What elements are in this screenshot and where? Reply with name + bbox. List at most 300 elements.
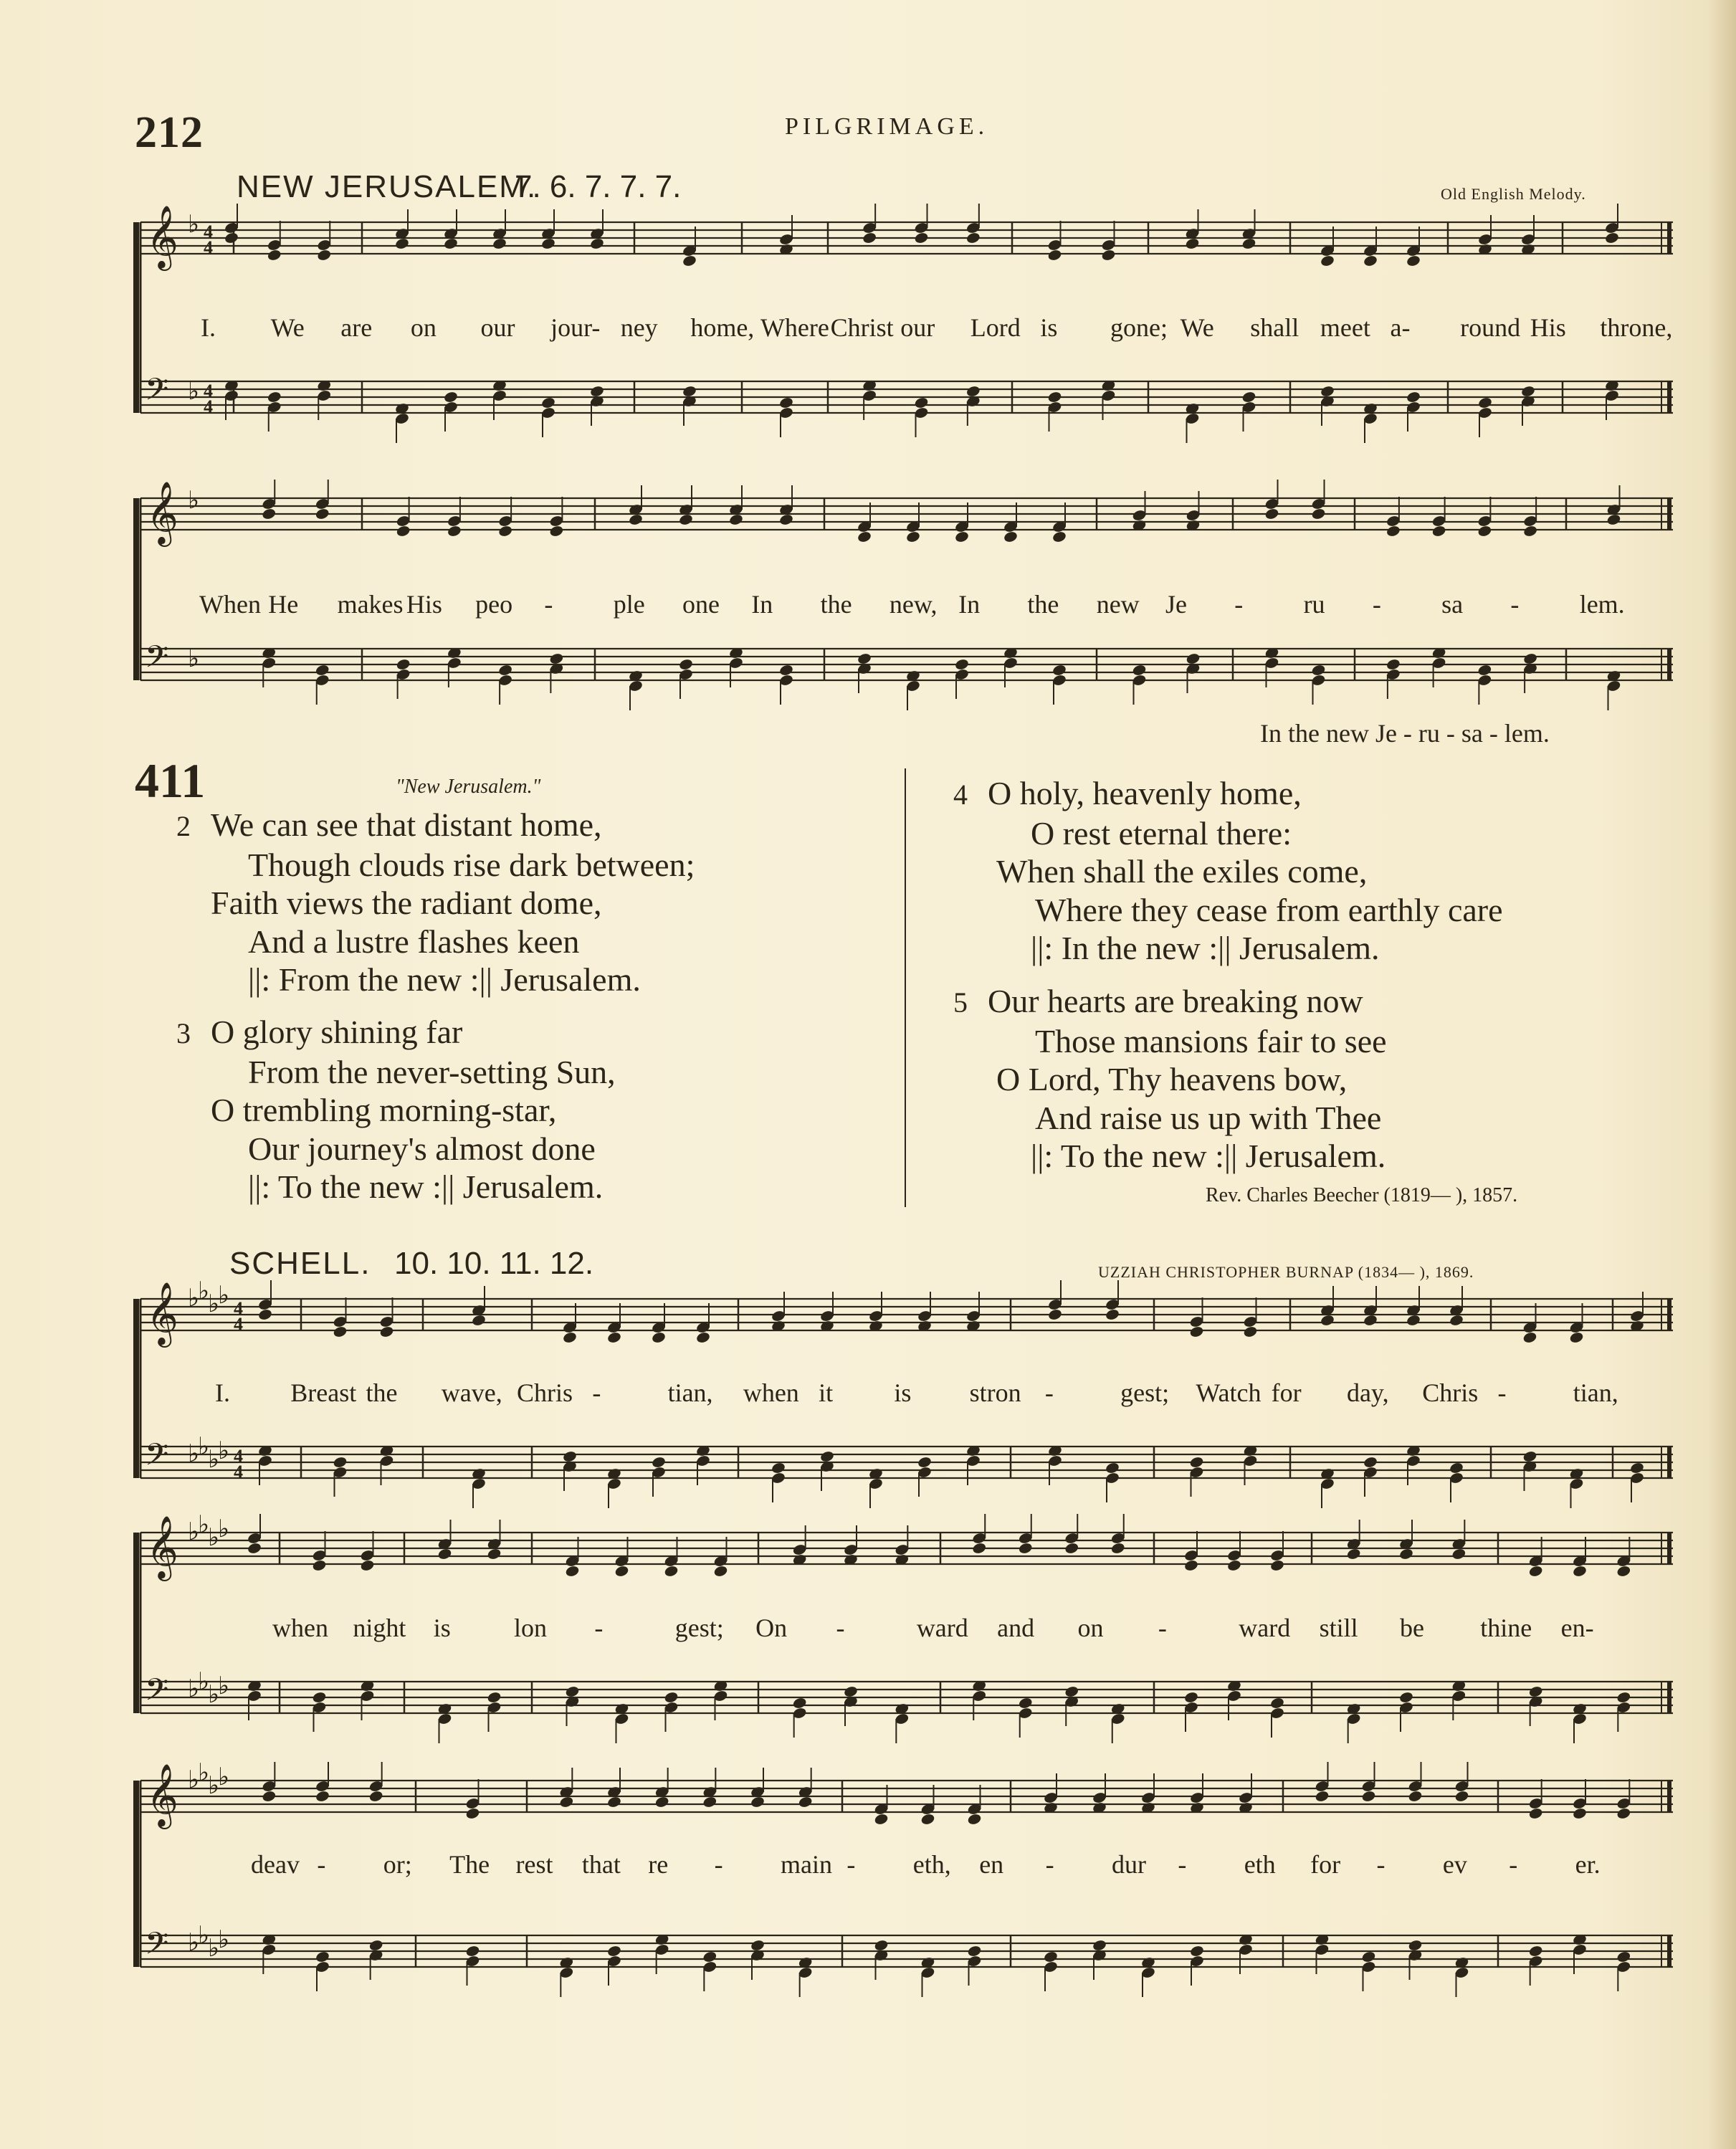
lyric-syllable: We bbox=[1180, 313, 1214, 342]
final-barline bbox=[1667, 1935, 1671, 1967]
note-head bbox=[750, 1939, 765, 1952]
note-head bbox=[1183, 1559, 1198, 1572]
note-head bbox=[1315, 1790, 1330, 1803]
flat-icon: ♭ bbox=[218, 1925, 230, 1954]
lyric-syllable: Christ bbox=[830, 313, 894, 342]
note-head bbox=[682, 254, 697, 267]
lyric-syllable: - bbox=[317, 1850, 326, 1879]
note-head bbox=[654, 1796, 669, 1809]
note-head bbox=[565, 1565, 580, 1578]
note-head bbox=[1018, 1697, 1033, 1710]
note-head bbox=[1047, 249, 1062, 262]
bass-clef-icon: 𝄢 bbox=[145, 1926, 169, 1969]
flat-icon: ♭ bbox=[198, 1277, 210, 1305]
treble-clef-icon: 𝄞 bbox=[146, 1763, 178, 1826]
flat-icon: ♭ bbox=[208, 1934, 220, 1963]
note-head bbox=[792, 1697, 807, 1710]
stanza-line: And a lustre flashes keen bbox=[248, 923, 580, 960]
note-head bbox=[1269, 1697, 1284, 1710]
stanza-line: ||: To the new :|| Jerusalem. bbox=[1031, 1138, 1386, 1174]
note-head bbox=[1361, 1950, 1376, 1963]
note-head bbox=[1522, 1450, 1537, 1463]
final-barline bbox=[1667, 1781, 1671, 1812]
lyric-syllable: - bbox=[1497, 1378, 1507, 1407]
note-head bbox=[713, 1565, 728, 1578]
lyric-syllable: round bbox=[1460, 313, 1521, 342]
lyric-syllable: His bbox=[406, 590, 442, 619]
stanza-line: Our hearts are breaking now bbox=[988, 983, 1363, 1019]
note-head bbox=[1386, 525, 1401, 538]
lyric-syllable: or; bbox=[383, 1850, 412, 1879]
lyric-syllable: is bbox=[1040, 313, 1058, 342]
note-head bbox=[750, 1796, 765, 1809]
note-head bbox=[1616, 1950, 1631, 1963]
note-head bbox=[1243, 1325, 1258, 1338]
flat-icon: ♭ bbox=[188, 486, 200, 515]
treble-clef-icon: 𝄞 bbox=[146, 204, 178, 268]
note-head bbox=[262, 508, 277, 520]
note-head bbox=[1522, 652, 1537, 665]
time-signature-top: 4 bbox=[204, 381, 213, 401]
note-head bbox=[1003, 530, 1018, 543]
note-head bbox=[497, 525, 512, 538]
note-head bbox=[914, 232, 929, 244]
note-head bbox=[1451, 1548, 1466, 1560]
lyric-syllable: meet bbox=[1320, 313, 1370, 342]
lyric-syllable: and bbox=[997, 1614, 1035, 1642]
note-head bbox=[549, 525, 564, 538]
lyric-syllable: - bbox=[1509, 1850, 1518, 1879]
stanza-number: 5 bbox=[953, 986, 968, 1019]
system-bracket bbox=[133, 1781, 139, 1967]
lyric-syllable: ru bbox=[1303, 590, 1325, 619]
hymn1-tune-name: NEW JERUSALEM. bbox=[237, 169, 538, 204]
bass-clef-icon: 𝄢 bbox=[145, 372, 169, 415]
stanza-3 bbox=[176, 1013, 616, 1206]
lyric-syllable: - bbox=[1510, 590, 1520, 619]
lyric-syllable: one bbox=[682, 590, 720, 619]
note-head bbox=[702, 1950, 717, 1963]
note-head bbox=[1189, 1456, 1204, 1469]
lyric-syllable: main bbox=[781, 1850, 833, 1879]
lyric-syllable: new, bbox=[889, 590, 938, 619]
note-head bbox=[262, 1790, 277, 1803]
lyric-syllable: - bbox=[1372, 590, 1381, 619]
note-head bbox=[497, 664, 512, 677]
note-head bbox=[857, 652, 872, 665]
treble-clef-icon: 𝄞 bbox=[146, 1515, 178, 1578]
flat-icon: ♭ bbox=[208, 1290, 220, 1318]
lyric-syllable: is bbox=[433, 1614, 451, 1642]
lyric-syllable: jour- bbox=[550, 313, 601, 342]
note-head bbox=[905, 530, 920, 543]
lyric-syllable: In bbox=[751, 590, 773, 619]
lyric-syllable: lon bbox=[514, 1614, 548, 1642]
note-head bbox=[664, 1691, 679, 1704]
lyric-syllable: our bbox=[480, 313, 515, 342]
note-head bbox=[589, 385, 604, 398]
note-head bbox=[862, 232, 877, 244]
lyric-syllable: shall bbox=[1250, 313, 1299, 342]
flat-icon: ♭ bbox=[188, 1439, 200, 1468]
note-head bbox=[396, 658, 411, 671]
flat-icon: ♭ bbox=[218, 1763, 230, 1791]
column-divider bbox=[905, 768, 906, 1207]
lyric-syllable: The bbox=[449, 1850, 490, 1879]
note-head bbox=[1572, 1807, 1587, 1820]
note-head bbox=[1132, 664, 1147, 677]
flat-icon: ♭ bbox=[198, 1758, 210, 1787]
final-barline bbox=[1667, 1682, 1671, 1713]
flat-icon: ♭ bbox=[198, 1921, 210, 1950]
lyric-syllable: ev bbox=[1442, 1850, 1467, 1879]
flat-icon: ♭ bbox=[218, 1436, 230, 1465]
lyric-syllable: His bbox=[1530, 313, 1566, 342]
note-head bbox=[1320, 385, 1335, 398]
note-head bbox=[562, 1331, 577, 1344]
note-head bbox=[443, 391, 458, 404]
note-head bbox=[917, 1456, 932, 1469]
lyric-syllable: that bbox=[581, 1850, 621, 1879]
final-barline bbox=[1667, 1533, 1671, 1564]
note-head bbox=[1226, 1559, 1241, 1572]
system-bracket bbox=[133, 498, 139, 680]
note-head bbox=[1431, 525, 1446, 538]
note-head bbox=[1408, 1939, 1423, 1952]
lyric-syllable: for bbox=[1310, 1850, 1341, 1879]
time-signature-bottom: 4 bbox=[234, 1314, 243, 1335]
note-head bbox=[965, 385, 981, 398]
stanza-number: 4 bbox=[953, 778, 968, 811]
note-head bbox=[317, 249, 332, 262]
note-head bbox=[465, 1807, 480, 1820]
note-head bbox=[224, 232, 239, 244]
note-head bbox=[702, 1796, 717, 1809]
note-head bbox=[1528, 1807, 1543, 1820]
hymn-number: 411 bbox=[135, 753, 206, 808]
lyric-syllable: - bbox=[1376, 1850, 1386, 1879]
note-head bbox=[1406, 254, 1421, 267]
note-head bbox=[1320, 254, 1335, 267]
note-head bbox=[1185, 237, 1200, 250]
note-head bbox=[1616, 1691, 1631, 1704]
note-head bbox=[1018, 1542, 1033, 1555]
hymn1-bass-lyric: In the new Je - ru - sa - lem. bbox=[1260, 719, 1550, 748]
note-head bbox=[1043, 1950, 1058, 1963]
lyric-syllable: - bbox=[592, 1378, 601, 1407]
flat-icon: ♭ bbox=[198, 1667, 210, 1696]
lyric-syllable: day, bbox=[1346, 1378, 1389, 1407]
hymn-author: Rev. Charles Beecher (1819— ), 1857. bbox=[1206, 1184, 1518, 1206]
note-head bbox=[664, 1565, 679, 1578]
lyric-syllable: gone; bbox=[1110, 313, 1168, 342]
lyric-syllable: - bbox=[1045, 1850, 1054, 1879]
note-head bbox=[678, 513, 693, 526]
note-head bbox=[247, 1542, 262, 1555]
note-head bbox=[267, 391, 282, 404]
final-barline bbox=[1667, 498, 1671, 530]
lyric-syllable: en- bbox=[1560, 1614, 1594, 1642]
flat-icon: ♭ bbox=[218, 1515, 230, 1543]
flat-icon: ♭ bbox=[208, 1445, 220, 1474]
lyric-syllable: a- bbox=[1390, 313, 1411, 342]
note-head bbox=[465, 1945, 480, 1958]
note-head bbox=[1522, 1331, 1537, 1344]
lyric-syllable: gest; bbox=[674, 1614, 724, 1642]
hymn2-meter: 10. 10. 11. 12. bbox=[394, 1246, 594, 1281]
lyric-syllable: ney bbox=[620, 313, 658, 342]
note-head bbox=[1528, 1565, 1543, 1578]
stanza-line: O trembling morning-star, bbox=[211, 1092, 557, 1128]
lyric-syllable: re bbox=[648, 1850, 669, 1879]
lyric-syllable: - bbox=[594, 1614, 604, 1642]
hymn2-tune-name: SCHELL. bbox=[229, 1246, 371, 1281]
note-head bbox=[967, 1945, 982, 1958]
note-head bbox=[1629, 1462, 1644, 1474]
bass-clef-icon: 𝄢 bbox=[145, 1437, 169, 1480]
final-barline bbox=[1667, 1447, 1671, 1478]
lyric-syllable: home, bbox=[690, 313, 755, 342]
note-head bbox=[368, 1790, 383, 1803]
note-head bbox=[651, 1456, 666, 1469]
note-head bbox=[1241, 237, 1256, 250]
note-head bbox=[1604, 232, 1619, 244]
note-head bbox=[1361, 1790, 1376, 1803]
note-head bbox=[1616, 1565, 1631, 1578]
note-head bbox=[606, 1331, 621, 1344]
lyric-syllable: gest; bbox=[1120, 1378, 1170, 1407]
note-head bbox=[1092, 1939, 1107, 1952]
stanza-number: 2 bbox=[176, 810, 191, 842]
note-head bbox=[1406, 391, 1421, 404]
note-head bbox=[972, 1542, 987, 1555]
note-head bbox=[1606, 513, 1621, 526]
note-head bbox=[360, 1559, 375, 1572]
note-head bbox=[728, 513, 743, 526]
lyric-syllable: Watch bbox=[1196, 1378, 1262, 1407]
note-head bbox=[487, 1691, 502, 1704]
flat-icon: ♭ bbox=[208, 1523, 220, 1552]
note-head bbox=[1406, 1314, 1421, 1327]
note-head bbox=[394, 237, 409, 250]
lyric-syllable: for bbox=[1271, 1378, 1302, 1407]
system-bracket bbox=[133, 1533, 139, 1713]
lyric-syllable: throne, bbox=[1600, 313, 1673, 342]
stanza-line: Those mansions fair to see bbox=[1035, 1022, 1387, 1059]
note-head bbox=[695, 1331, 710, 1344]
lyric-syllable: On bbox=[755, 1614, 788, 1642]
stanza-line: From the never-setting Sun, bbox=[248, 1053, 616, 1090]
lyric-syllable: ward bbox=[1239, 1614, 1291, 1642]
note-head bbox=[1189, 1945, 1204, 1958]
note-head bbox=[492, 237, 507, 250]
flat-icon: ♭ bbox=[198, 1510, 210, 1539]
note-head bbox=[614, 1565, 629, 1578]
lyric-syllable: dur bbox=[1111, 1850, 1146, 1879]
note-head bbox=[1047, 1308, 1062, 1321]
lyric-syllable: Chris bbox=[1422, 1378, 1479, 1407]
lyric-syllable: We bbox=[270, 313, 305, 342]
note-head bbox=[857, 530, 872, 543]
note-head bbox=[1449, 1314, 1464, 1327]
hymn1-meter: 7. 6. 7. 7. 7. bbox=[515, 169, 682, 204]
stanza-line: O holy, heavenly home, bbox=[988, 775, 1302, 811]
lyric-syllable: Je bbox=[1165, 590, 1187, 619]
note-head bbox=[1101, 249, 1116, 262]
lyric-syllable: - bbox=[1234, 590, 1244, 619]
note-head bbox=[1477, 664, 1492, 677]
note-head bbox=[487, 1548, 502, 1560]
stanza-line: And raise us up with Thee bbox=[1035, 1099, 1382, 1136]
lyric-syllable: on bbox=[1077, 1614, 1104, 1642]
note-head bbox=[1183, 1691, 1198, 1704]
lyric-syllable: tian, bbox=[667, 1378, 713, 1407]
time-signature-bottom: 4 bbox=[234, 1462, 243, 1482]
note-head bbox=[1363, 1314, 1378, 1327]
note-head bbox=[606, 1796, 621, 1809]
lyric-syllable: - bbox=[1178, 1850, 1187, 1879]
lyric-syllable: when bbox=[743, 1378, 799, 1407]
flat-icon: ♭ bbox=[218, 1281, 230, 1310]
stanza-line: Our journey's almost done bbox=[248, 1130, 596, 1167]
note-head bbox=[1110, 1542, 1125, 1555]
final-barline bbox=[1667, 381, 1671, 413]
note-head bbox=[965, 232, 981, 244]
flat-icon: ♭ bbox=[188, 1766, 200, 1794]
note-head bbox=[540, 237, 555, 250]
lyric-syllable: makes bbox=[337, 590, 404, 619]
time-signature-bottom: 4 bbox=[204, 396, 213, 417]
flat-icon: ♭ bbox=[188, 1284, 200, 1312]
time-signature-bottom: 4 bbox=[204, 237, 213, 258]
lyric-syllable: wave, bbox=[441, 1378, 502, 1407]
note-head bbox=[771, 1462, 786, 1474]
flat-icon: ♭ bbox=[188, 644, 200, 673]
note-head bbox=[1047, 391, 1062, 404]
note-head bbox=[559, 1796, 574, 1809]
flat-icon: ♭ bbox=[188, 1674, 200, 1703]
lyric-syllable: our bbox=[900, 313, 935, 342]
note-head bbox=[315, 508, 330, 520]
page-number: 212 bbox=[135, 108, 204, 157]
lyric-syllable: He bbox=[268, 590, 299, 619]
flat-icon: ♭ bbox=[198, 1432, 210, 1461]
note-head bbox=[1398, 1691, 1413, 1704]
note-head bbox=[379, 1325, 394, 1338]
lyric-syllable: lem. bbox=[1579, 590, 1625, 619]
lyric-syllable: rest bbox=[515, 1850, 553, 1879]
lyric-syllable: peo bbox=[475, 590, 513, 619]
lyric-syllable: is bbox=[894, 1378, 912, 1407]
note-head bbox=[1522, 525, 1537, 538]
note-head bbox=[1186, 652, 1201, 665]
note-head bbox=[954, 658, 969, 671]
note-head bbox=[443, 237, 458, 250]
note-head bbox=[1311, 508, 1326, 520]
note-head bbox=[1189, 1325, 1204, 1338]
stanza-line: Though clouds rise dark between; bbox=[248, 846, 695, 883]
note-head bbox=[437, 1548, 452, 1560]
lyric-syllable: when bbox=[272, 1614, 328, 1642]
note-head bbox=[967, 1813, 982, 1826]
lyric-syllable: night bbox=[353, 1614, 406, 1642]
stanza-2 bbox=[176, 806, 695, 999]
note-head bbox=[954, 530, 969, 543]
note-head bbox=[1311, 664, 1326, 677]
stanza-line: When shall the exiles come, bbox=[996, 853, 1368, 890]
stanza-line: O glory shining far bbox=[211, 1014, 463, 1050]
lyric-syllable: are bbox=[340, 313, 373, 342]
running-header: PILGRIMAGE. bbox=[785, 113, 989, 140]
note-head bbox=[562, 1450, 577, 1463]
time-signature-top: 4 bbox=[234, 1298, 243, 1319]
note-head bbox=[447, 525, 462, 538]
note-head bbox=[1520, 385, 1535, 398]
note-head bbox=[312, 1691, 327, 1704]
note-head bbox=[914, 396, 929, 409]
note-head bbox=[1051, 664, 1067, 677]
system-bracket bbox=[133, 1299, 139, 1478]
lyric-syllable: - bbox=[836, 1614, 845, 1642]
note-head bbox=[1477, 396, 1492, 409]
note-head bbox=[874, 1813, 889, 1826]
note-head bbox=[549, 652, 564, 665]
flat-icon: ♭ bbox=[218, 1672, 230, 1700]
note-head bbox=[778, 664, 793, 677]
flat-icon: ♭ bbox=[208, 1771, 220, 1800]
note-head bbox=[682, 385, 697, 398]
flat-icon: ♭ bbox=[188, 1517, 200, 1546]
lyric-syllable: When bbox=[199, 590, 261, 619]
note-head bbox=[368, 1939, 383, 1952]
note-head bbox=[1449, 1462, 1464, 1474]
lyric-syllable: still bbox=[1319, 1614, 1358, 1642]
lyric-syllable: Breast bbox=[290, 1378, 357, 1407]
lyric-syllable: I. bbox=[201, 313, 216, 342]
hymn-subtitle: "New Jerusalem." bbox=[396, 776, 541, 798]
lyric-syllable: deav bbox=[251, 1850, 300, 1879]
time-signature-top: 4 bbox=[204, 221, 213, 242]
note-head bbox=[1454, 1790, 1469, 1803]
time-signature-top: 4 bbox=[234, 1446, 243, 1467]
lyric-syllable: Lord bbox=[970, 313, 1021, 342]
note-head bbox=[333, 1325, 348, 1338]
lyric-syllable: new bbox=[1096, 590, 1140, 619]
note-head bbox=[589, 237, 604, 250]
hymn1-composer: Old English Melody. bbox=[1441, 185, 1586, 203]
note-head bbox=[1528, 1945, 1543, 1958]
lyric-syllable: er. bbox=[1575, 1850, 1601, 1879]
note-head bbox=[1398, 1548, 1413, 1560]
lyric-syllable: be bbox=[1399, 1614, 1424, 1642]
lyric-syllable: Chris bbox=[517, 1378, 573, 1407]
flat-icon: ♭ bbox=[188, 377, 200, 406]
stanza-5 bbox=[953, 982, 1387, 1176]
stanza-line: O Lord, Thy heavens bow, bbox=[996, 1061, 1348, 1097]
lyric-syllable: ward bbox=[916, 1614, 968, 1642]
stanza-line: Where they cease from earthly care bbox=[1035, 891, 1503, 928]
stanza-line: ||: To the new :|| Jerusalem. bbox=[248, 1168, 604, 1205]
lyric-syllable: eth, bbox=[912, 1850, 951, 1879]
note-head bbox=[315, 1950, 330, 1963]
note-head bbox=[1064, 1685, 1079, 1698]
flat-icon: ♭ bbox=[188, 1928, 200, 1957]
note-head bbox=[1569, 1331, 1584, 1344]
note-head bbox=[471, 1314, 486, 1327]
note-head bbox=[312, 1559, 327, 1572]
lyric-syllable: - bbox=[1044, 1378, 1054, 1407]
note-head bbox=[1528, 1685, 1543, 1698]
